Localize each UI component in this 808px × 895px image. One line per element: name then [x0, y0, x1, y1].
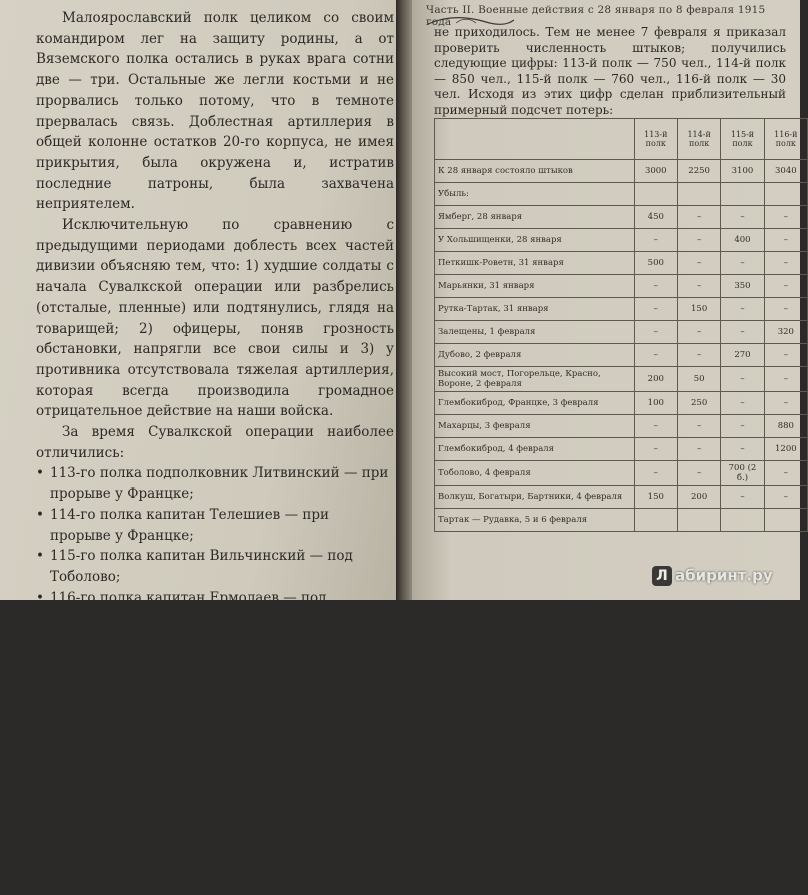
- table-cell-value: –: [677, 415, 720, 438]
- table-header-cell: 115-й полк: [721, 119, 764, 160]
- page-header: [426, 2, 796, 28]
- table-row: [435, 344, 808, 367]
- table-row: [435, 415, 808, 438]
- table-cell-value: –: [634, 321, 677, 344]
- table-row: [435, 461, 808, 486]
- table-cell-value: [677, 183, 720, 206]
- table-row: [435, 321, 808, 344]
- table-cell-value: –: [677, 438, 720, 461]
- table-cell-value: –: [764, 206, 807, 229]
- book-gutter: [396, 0, 412, 600]
- table-cell-value: –: [721, 486, 764, 509]
- table-cell-value: –: [721, 252, 764, 275]
- table-cell-value: 500: [634, 252, 677, 275]
- table-cell-value: –: [677, 275, 720, 298]
- table-header-cell: 113-й полк: [634, 119, 677, 160]
- table-row: [435, 367, 808, 392]
- list-item: • 116-го полка капитан Надеждин — под Махарцами, Глембокиброд и Сторожинцами;: [36, 629, 394, 670]
- table-row: [435, 509, 808, 532]
- table-cell-label: Тартак — Рудавка, 5 и 6 февраля: [435, 509, 635, 532]
- watermark: [652, 566, 773, 588]
- table-cell-value: [634, 509, 677, 532]
- table-cell-value: –: [764, 275, 807, 298]
- table-cell-label: У Хольшищенки, 28 января: [435, 229, 635, 252]
- table-row: [435, 298, 808, 321]
- paragraph: Дать точные сведения об убыли невозможно. Операция была настолько форсирована, что делать в пути подсчет: [36, 835, 394, 893]
- table-cell-value: 1200: [764, 438, 807, 461]
- table-cell-value: –: [634, 461, 677, 486]
- list-item: • 115-го полка капитан Вильчинский — под Тоболово;: [36, 546, 394, 587]
- table-cell-value: –: [677, 252, 720, 275]
- table-cell-value: –: [634, 275, 677, 298]
- table-cell-value: –: [634, 229, 677, 252]
- right-page: [412, 0, 800, 600]
- table-cell-value: –: [764, 392, 807, 415]
- table-cell-value: 150: [677, 298, 720, 321]
- table-cell-value: 450: [634, 206, 677, 229]
- running-head: Часть II. Военные действия с 28 января по 8 февраля 1915 года: [426, 4, 766, 28]
- labirint-logo-icon: Л: [652, 566, 672, 586]
- table-cell-value: 50: [677, 367, 720, 392]
- left-page: [0, 0, 396, 893]
- table-cell-value: 200: [677, 486, 720, 509]
- table-cell-value: –: [764, 229, 807, 252]
- paragraph: Исключительную по сравнению с предыдущими периодами доблесть всех частей дивизии объясняю тем, что: 1) худшие солдаты с начала Сувалкской операции или разбрелись (отсталые, пленные) или подтянулись, глядя на товарищей; 2) офицеры, поняв грозность обстановки, напрягли все свои силы и 3) у противника отсутствовала тяжелая артиллерия, которая всегда производила громадное отрицательное действие на наши войска.: [36, 217, 394, 420]
- table-cell-label: Высокий мост, Погорельце, Красно, Вороне, 2 февраля: [435, 367, 635, 392]
- table-cell-value: –: [764, 461, 807, 486]
- table-cell-label: Убыль:: [435, 183, 635, 206]
- table-cell-value: –: [634, 298, 677, 321]
- table-header-cell: 114-й полк: [677, 119, 720, 160]
- table-cell-value: –: [634, 415, 677, 438]
- table-header-row: [435, 119, 808, 160]
- table-cell-value: –: [764, 252, 807, 275]
- table-cell-value: –: [677, 461, 720, 486]
- table-cell-value: –: [764, 486, 807, 509]
- table-cell-label: Петкишк-Роветн, 31 января: [435, 252, 635, 275]
- table-cell-value: –: [764, 367, 807, 392]
- paragraph: За время Сувалкской операции наиболее отличились:: [36, 424, 394, 461]
- table-cell-value: 200: [634, 367, 677, 392]
- table-cell-value: –: [634, 438, 677, 461]
- table-cell-value: –: [721, 367, 764, 392]
- table-cell-value: 3000: [634, 160, 677, 183]
- table-cell-value: –: [721, 438, 764, 461]
- list-item: • 115-го полка подпоручик Людвиг — под Тоболово;: [36, 671, 394, 712]
- table-cell-value: 150: [634, 486, 677, 509]
- table-cell-value: [721, 509, 764, 532]
- table-row: [435, 160, 808, 183]
- left-page-text: [36, 8, 394, 895]
- table-row: [435, 183, 808, 206]
- table-cell-value: 320: [764, 321, 807, 344]
- paragraph: Малоярославский полк целиком со своим командиром лег на защиту родины, а от Вяземского полка остались в руках врага сотни две — три. Остальные же легли костьми и не прорвались только потому, что в темноте прервалась связь. Доблестная артиллерия в общей колонне остатков 20-го корпуса, не имея прикрытия, была окружена и, истратив последние патроны, была захвачена неприятелем.: [36, 10, 394, 213]
- watermark-text: абиринт.ру: [675, 566, 773, 585]
- table-row: [435, 392, 808, 415]
- table-cell-value: [721, 183, 764, 206]
- table-cell-value: –: [721, 415, 764, 438]
- table-cell-value: –: [677, 229, 720, 252]
- table-cell-label: К 28 января состояло штыков: [435, 160, 635, 183]
- list-item: • 113-го полка подполковник Литвинский — при прорыве у Францке;: [36, 463, 394, 504]
- table-cell-label: Волкуш, Богатыри, Бартники, 4 февраля: [435, 486, 635, 509]
- table-cell-value: –: [677, 206, 720, 229]
- paragraph: не приходилось. Тем не менее 7 февраля я приказал проверить численность штыков; получились следующие цифры: 113-й полк — 750 чел., 114-й полк — 850 чел., 115-й полк — 760 чел., 116-й полк — 30 чел. Исходя из этих цифр сделан приблизительный примерный подсчет потерь:: [434, 25, 786, 117]
- table-cell-value: –: [721, 206, 764, 229]
- table-cell-label: Ямберг, 28 января: [435, 206, 635, 229]
- table-cell-label: Глембокиброд, Францке, 3 февраля: [435, 392, 635, 415]
- losses-table: [434, 118, 808, 532]
- table-cell-value: –: [764, 298, 807, 321]
- section-heading: Убыль в полках дивизии за время Сувалкской операции (нижние чины): [36, 778, 394, 818]
- list-item: • 114-го полка капитан Телешиев — при прорыве у Францке;: [36, 505, 394, 546]
- table-cell-value: –: [721, 392, 764, 415]
- table-row: [435, 275, 808, 298]
- table-cell-label: Марьянки, 31 января: [435, 275, 635, 298]
- table-cell-value: [634, 183, 677, 206]
- table-row: [435, 438, 808, 461]
- distinguished-list: [36, 463, 394, 753]
- losses-table-body: [435, 160, 808, 532]
- table-cell-value: [764, 509, 807, 532]
- table-cell-label: Глембокиброд, 4 февраля: [435, 438, 635, 461]
- table-cell-value: –: [721, 298, 764, 321]
- table-cell-value: –: [634, 344, 677, 367]
- table-cell-value: 250: [677, 392, 720, 415]
- table-cell-value: 270: [721, 344, 764, 367]
- table-cell-value: 100: [634, 392, 677, 415]
- table-cell-value: –: [677, 321, 720, 344]
- table-row: [435, 206, 808, 229]
- table-cell-value: 2250: [677, 160, 720, 183]
- table-cell-value: 880: [764, 415, 807, 438]
- table-header-cell: [435, 119, 635, 160]
- table-cell-label: Залещены, 1 февраля: [435, 321, 635, 344]
- table-cell-label: Тоболово, 4 февраля: [435, 461, 635, 486]
- table-row: [435, 252, 808, 275]
- list-item: • 116-го полка капитан Ермолаев — под Залещенами, Махарцами и Глембокиброд;: [36, 588, 394, 629]
- table-row: [435, 229, 808, 252]
- table-cell-label: Рутка-Тартак, 31 января: [435, 298, 635, 321]
- table-cell-value: [677, 509, 720, 532]
- table-cell-label: Дубово, 2 февраля: [435, 344, 635, 367]
- table-row: [435, 486, 808, 509]
- table-cell-value: 350: [721, 275, 764, 298]
- table-cell-value: –: [764, 344, 807, 367]
- table-cell-value: –: [677, 344, 720, 367]
- table-cell-value: 3040: [764, 160, 807, 183]
- right-page-text: [434, 25, 786, 118]
- table-cell-value: –: [721, 321, 764, 344]
- table-cell-value: 700 (2 б.): [721, 461, 764, 486]
- table-header-cell: 116-й полк: [764, 119, 807, 160]
- table-cell-value: 3100: [721, 160, 764, 183]
- table-cell-label: Махарцы, 3 февраля: [435, 415, 635, 438]
- table-cell-value: [764, 183, 807, 206]
- list-item: • 29-й артиллерийской бригады подпоручик Гейдрих — под Тоболово.: [36, 712, 394, 753]
- table-cell-value: 400: [721, 229, 764, 252]
